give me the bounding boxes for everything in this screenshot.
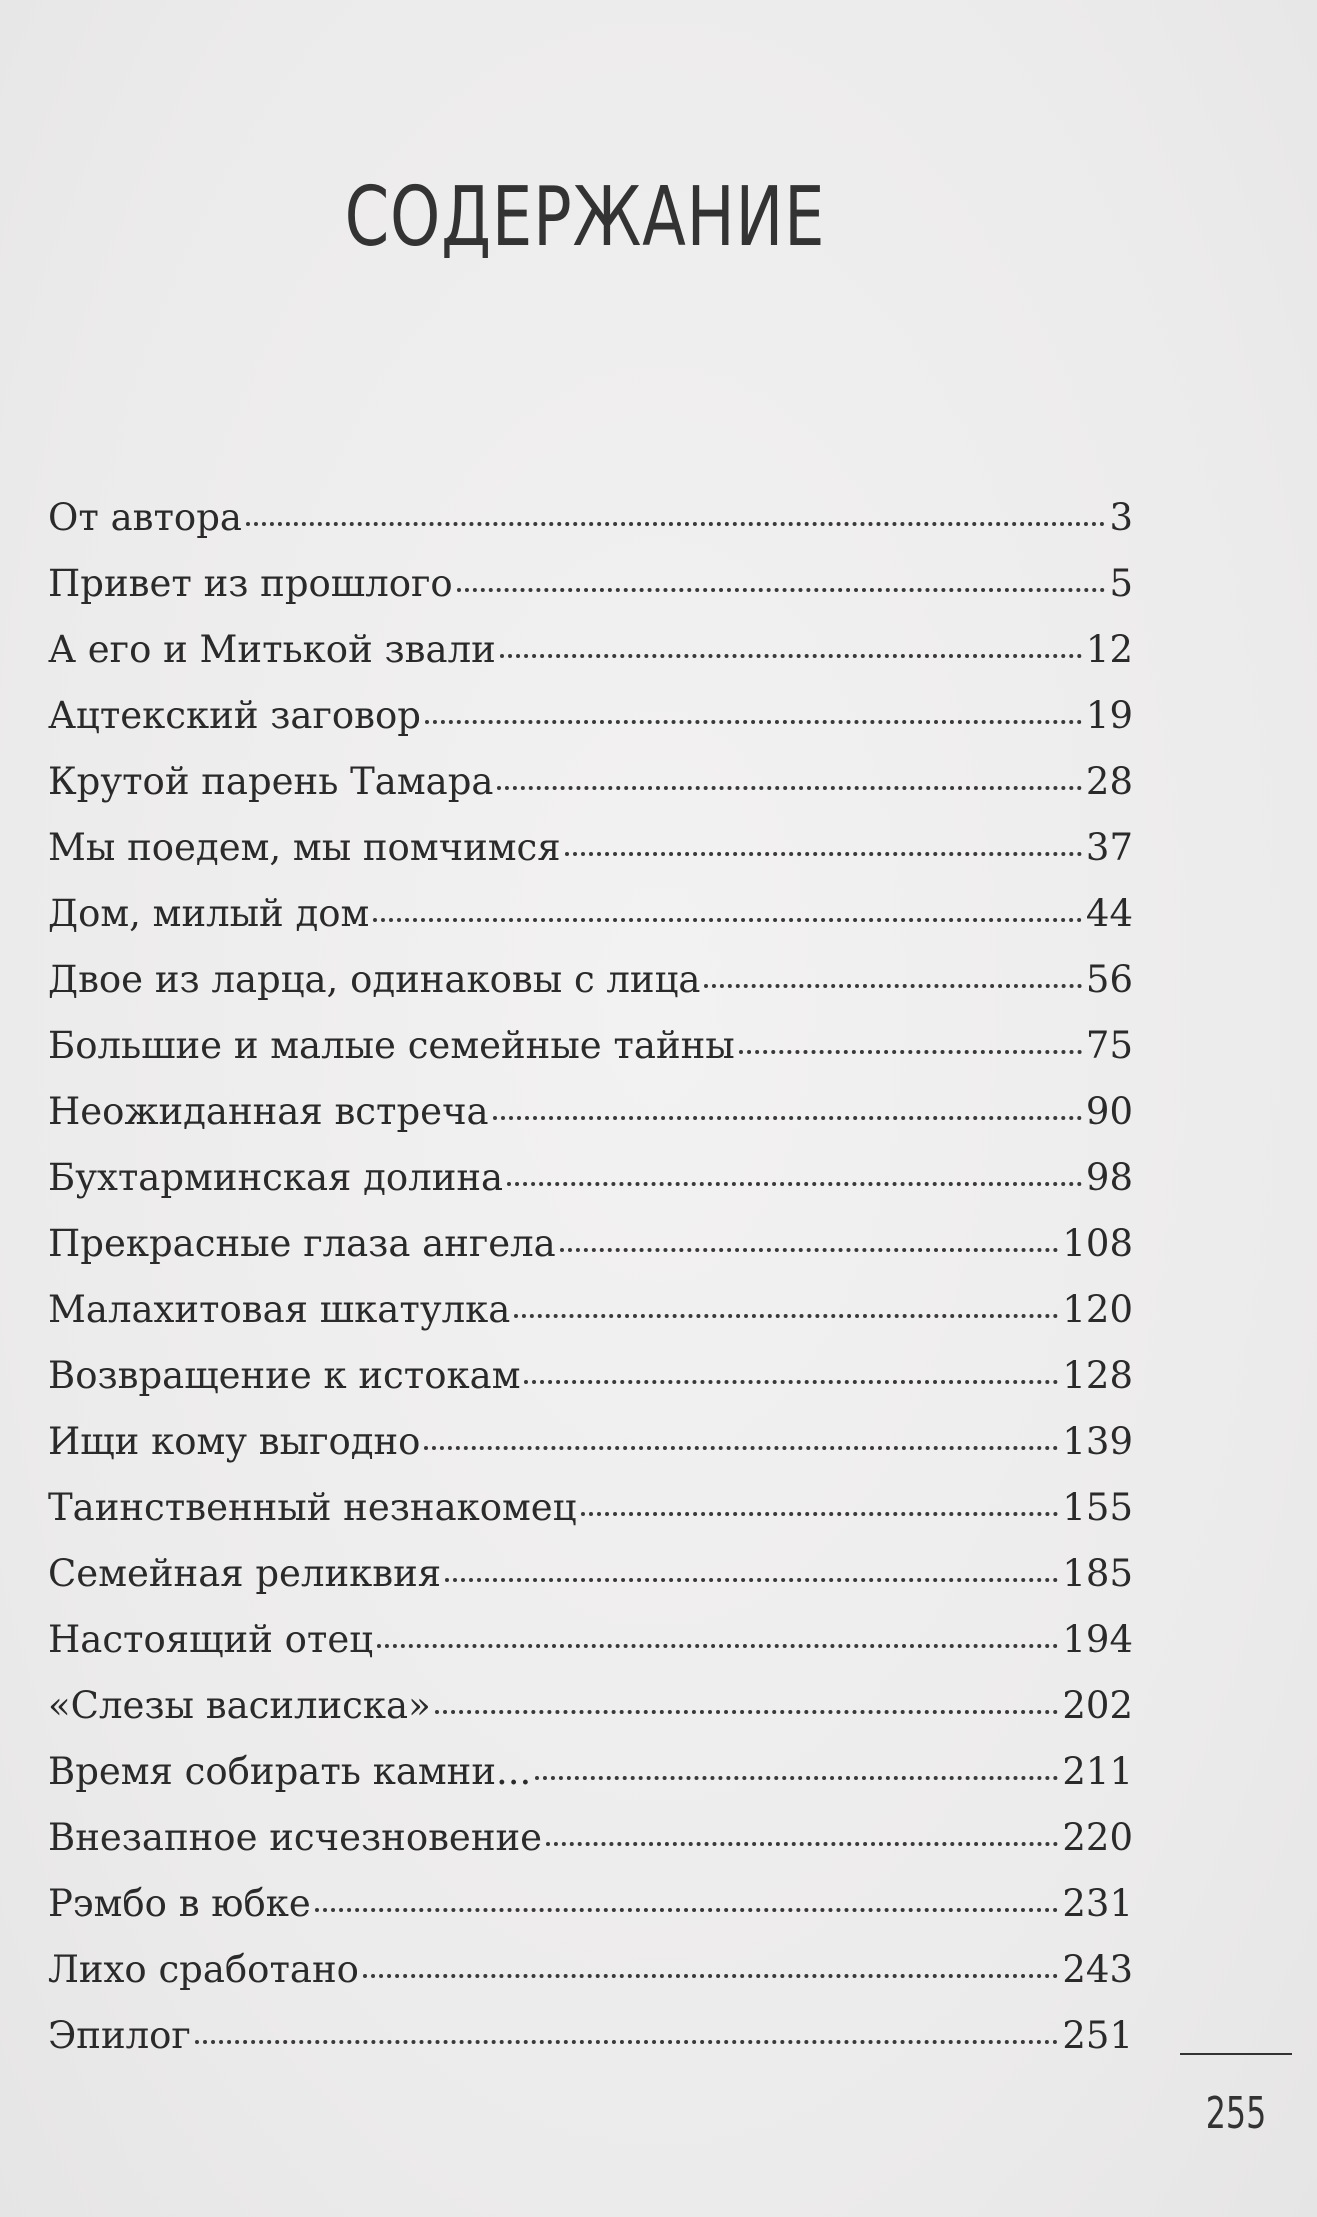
toc-entry-page: 202 (1062, 1684, 1133, 1727)
toc-entry (48, 826, 1133, 892)
dot-leader (425, 720, 1082, 724)
dot-leader (560, 1248, 1059, 1252)
dot-leader (195, 2040, 1059, 2044)
toc-entry (48, 1816, 1133, 1882)
toc-entry (48, 958, 1133, 1024)
dot-leader (581, 1512, 1059, 1516)
dot-leader (445, 1578, 1058, 1582)
toc-entry-title: Ищи кому выгодно (48, 1420, 421, 1463)
toc-entry-title: Возвращение к истокам (48, 1354, 521, 1397)
toc-entry-page: 194 (1062, 1618, 1133, 1661)
toc-entry-title: Настоящий отец (48, 1618, 374, 1661)
toc-entry (48, 1420, 1133, 1486)
dot-leader (493, 1116, 1082, 1120)
dot-leader (377, 1644, 1058, 1648)
toc-entry-title: Мы поедем, мы помчимся (48, 826, 561, 869)
toc-entry-title: Рэмбо в юбке (48, 1882, 311, 1925)
toc-entry-page: 44 (1085, 892, 1133, 935)
toc-entry (48, 694, 1133, 760)
dot-leader (435, 1710, 1059, 1714)
page-number: 255 (1205, 2088, 1267, 2139)
toc-entry-page: 128 (1062, 1354, 1133, 1397)
toc-entry (48, 562, 1133, 628)
table-of-contents (48, 496, 1133, 2080)
toc-entry (48, 892, 1133, 958)
toc-entry-title: Двое из ларца, одинаковы с лица (48, 958, 701, 1001)
toc-entry-title: «Слезы василиска» (48, 1684, 431, 1727)
dot-leader (565, 852, 1082, 856)
toc-entry (48, 496, 1133, 562)
dot-leader (497, 786, 1081, 790)
toc-entry-title: Привет из прошлого (48, 562, 453, 605)
dot-leader (524, 1380, 1058, 1384)
dot-leader (373, 918, 1082, 922)
toc-entry-page: 231 (1062, 1882, 1133, 1925)
dot-leader (704, 984, 1081, 988)
toc-entry-title: От автора (48, 496, 242, 539)
toc-entry-title: Большие и малые семейные тайны (48, 1024, 735, 1067)
folio-rule (1180, 2053, 1292, 2055)
toc-entry-title: Время собирать камни... (48, 1750, 532, 1793)
toc-entry-page: 37 (1085, 826, 1133, 869)
toc-entry-page: 185 (1062, 1552, 1133, 1595)
toc-entry (48, 1948, 1133, 2014)
toc-entry-page: 243 (1062, 1948, 1133, 1991)
toc-entry (48, 1024, 1133, 1090)
toc-entry-page: 12 (1085, 628, 1133, 671)
toc-entry (48, 1882, 1133, 1948)
toc-entry-page: 5 (1109, 562, 1133, 605)
toc-entry-page: 56 (1085, 958, 1133, 1001)
toc-entry-page: 155 (1062, 1486, 1133, 1529)
dot-leader (507, 1182, 1082, 1186)
toc-entry (48, 2014, 1133, 2080)
toc-entry (48, 1684, 1133, 1750)
toc-entry-page: 251 (1062, 2014, 1133, 2057)
toc-entry-page: 139 (1062, 1420, 1133, 1463)
page-title: СОДЕРЖАНИЕ (344, 170, 826, 265)
toc-entry-page: 90 (1085, 1090, 1133, 1133)
toc-entry-page: 220 (1062, 1816, 1133, 1859)
dot-leader (514, 1314, 1058, 1318)
toc-entry-title: Крутой парень Тамара (48, 760, 494, 803)
toc-entry-title: Внезапное исчезновение (48, 1816, 543, 1859)
toc-entry (48, 1288, 1133, 1354)
toc-entry (48, 1618, 1133, 1684)
toc-entry-title: Таинственный незнакомец (48, 1486, 577, 1529)
toc-entry-page: 98 (1085, 1156, 1133, 1199)
toc-entry-page: 75 (1085, 1024, 1133, 1067)
toc-entry-title: Малахитовая шкатулка (48, 1288, 511, 1331)
dot-leader (363, 1974, 1058, 1978)
toc-entry-page: 19 (1085, 694, 1133, 737)
toc-entry (48, 760, 1133, 826)
toc-entry-title: Эпилог (48, 2014, 191, 2057)
toc-entry (48, 1486, 1133, 1552)
toc-entry (48, 1552, 1133, 1618)
dot-leader (424, 1446, 1058, 1450)
dot-leader (457, 588, 1106, 592)
toc-entry-title: Семейная реликвия (48, 1552, 442, 1595)
toc-entry-title: Дом, милый дом (48, 892, 370, 935)
toc-entry-page: 3 (1109, 496, 1133, 539)
dot-leader (246, 522, 1106, 526)
toc-entry-page: 120 (1062, 1288, 1133, 1331)
toc-entry (48, 628, 1133, 694)
toc-entry (48, 1090, 1133, 1156)
toc-entry-title: Лихо сработано (48, 1948, 359, 1991)
toc-entry (48, 1750, 1133, 1816)
dot-leader (739, 1050, 1082, 1054)
dot-leader (535, 1776, 1058, 1780)
toc-entry-title: Прекрасные глаза ангела (48, 1222, 556, 1265)
toc-entry-page: 108 (1062, 1222, 1133, 1265)
toc-entry-page: 28 (1085, 760, 1133, 803)
toc-entry (48, 1222, 1133, 1288)
toc-entry (48, 1156, 1133, 1222)
dot-leader (315, 1908, 1059, 1912)
dot-leader (500, 654, 1082, 658)
toc-entry-title: Ацтекский заговор (48, 694, 421, 737)
toc-entry-title: Бухтарминская долина (48, 1156, 504, 1199)
toc-entry (48, 1354, 1133, 1420)
toc-entry-title: Неожиданная встреча (48, 1090, 489, 1133)
toc-entry-title: А его и Митькой звали (48, 628, 496, 671)
toc-entry-page: 211 (1062, 1750, 1133, 1793)
dot-leader (546, 1842, 1058, 1846)
